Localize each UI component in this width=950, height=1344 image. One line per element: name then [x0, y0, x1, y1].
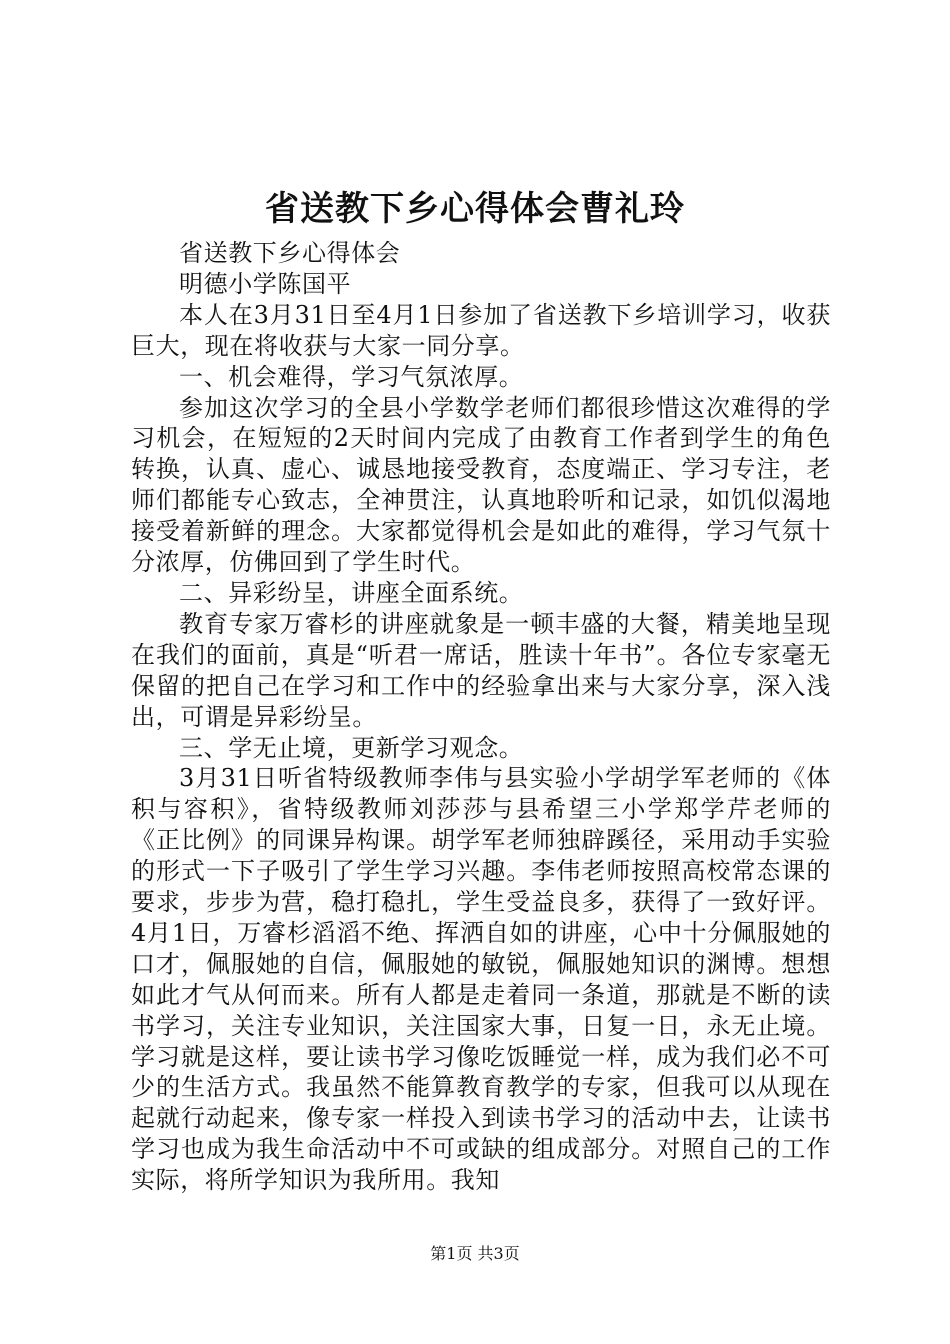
document-body: [131, 238, 831, 1196]
section-heading-3: 三、学无止境，更新学习观念。: [179, 733, 524, 762]
document-title: 省送教下乡心得体会曹礼玲: [265, 189, 685, 229]
subtitle-paragraph: 省送教下乡心得体会: [179, 239, 401, 267]
author-paragraph: 明德小学陈国平: [179, 269, 352, 298]
body-paragraph-1: 参加这次学习的全县小学数学老师们都很珍惜这次难得的学习机会，在短短的2天时间内完成了由教育工作者到学生的角色转换，认真、虚心、诚恳地接受教育，态度端正、学习专注，老师们都能专心致志，全神贯注，认真地聆听和记录，如饥似渴地接受着新鲜的理念。大家都觉得机会是如此的难得，学习气氛十分浓厚，仿佛回到了学生时代。: [131, 393, 831, 577]
page-footer: 第1页 共3页: [430, 1244, 520, 1263]
section-heading-1: 一、机会难得，学习气氛浓厚。: [179, 362, 524, 391]
intro-paragraph: 本人在3月31日至4月1日参加了省送教下乡培训学习，收获巨大，现在将收获与大家一同分享。: [131, 300, 831, 360]
body-paragraph-3: 3月31日听省特级教师李伟与县实验小学胡学军老师的《体积与容积》，省特级教师刘莎莎与县希望三小学郑学芹老师的《正比例》的同课异构课。胡学军老师独辟蹊径，采用动手实验的形式一下子吸引了学生学习兴趣。李伟老师按照高校常态课的要求，步步为营，稳打稳扎，学生受益良多，获得了一致好评。4月1日，万睿杉滔滔不绝、挥洒自如的讲座，心中十分佩服她的口才，佩服她的自信，佩服她的敏锐，佩服她知识的渊博。想想如此才气从何而来。所有人都是走着同一条道，那就是不断的读书学习，关注专业知识，关注国家大事，日复一日，永无止境。学习就是这样，要让读书学习像吃饭睡觉一样，成为我们必不可少的生活方式。我虽然不能算教育教学的专家，但我可以从现在起就行动起来，像专家一样投入到读书学习的活动中去，让读书学习也成为我生命活动中不可或缺的组成部分。对照自己的工作实际，将所学知识为我所用。我知: [131, 764, 831, 1195]
body-paragraph-2: 教育专家万睿杉的讲座就象是一顿丰盛的大餐，精美地呈现在我们的面前，真是“听君一席话，胜读十年书”。各位专家毫无保留的把自己在学习和工作中的经验拿出来与大家分享，深入浅出，可谓是异彩纷呈。: [131, 609, 831, 731]
section-heading-2: 二、异彩纷呈，讲座全面系统。: [179, 578, 524, 607]
